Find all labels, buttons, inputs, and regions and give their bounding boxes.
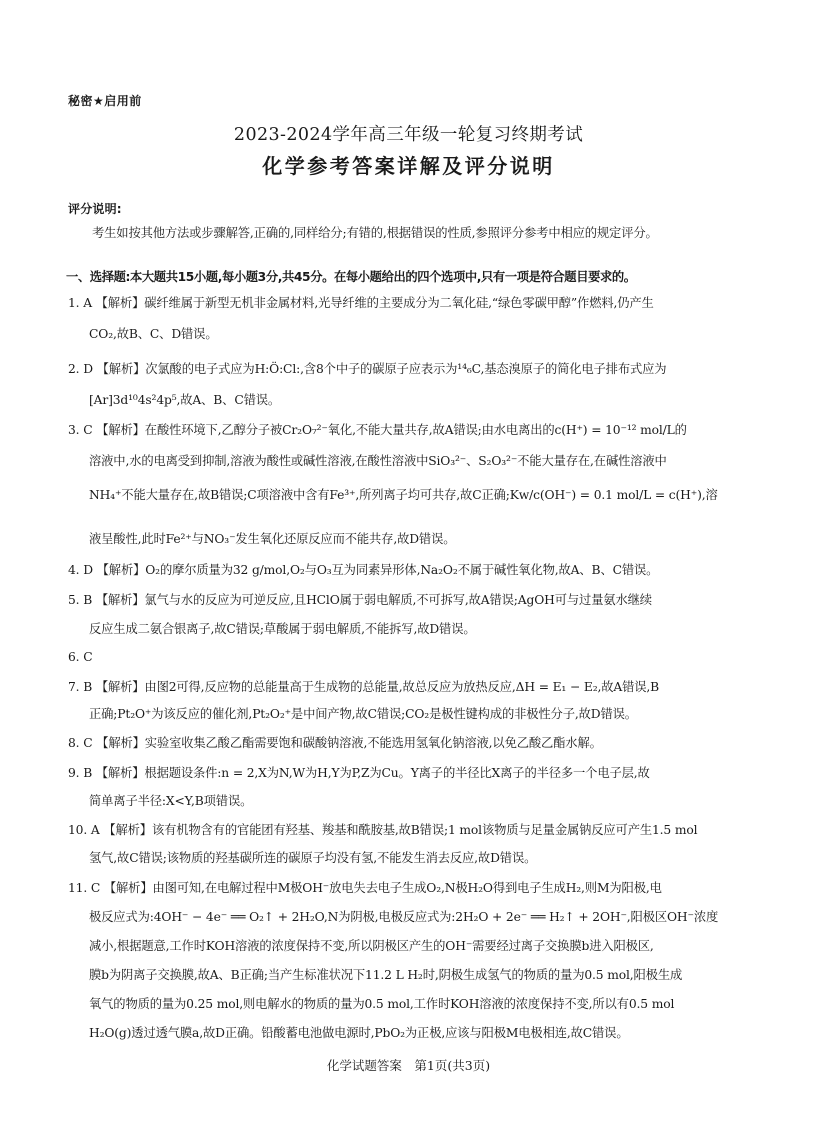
answer-line: 6. C — [68, 650, 93, 664]
answer-line: H₂O(g)透过透气膜a,故D正确。铅酸蓄电池做电源时,PbO₂为正极,应该与阳极M电极相连,故C错误。 — [89, 1026, 629, 1040]
answer-line: 氢气,故C错误;该物质的羟基碳所连的碳原子均没有氢,不能发生消去反应,故D错误。 — [89, 851, 537, 865]
answer-line: 1. A 【解析】碳纤维属于新型无机非金属材料,光导纤维的主要成分为二氧化硅,“绿色零碳甲醇”作燃料,仍产生 — [68, 296, 654, 310]
confidential-label: 秘密★启用前 — [68, 94, 142, 108]
document-subtitle: 化学参考答案详解及评分说明 — [262, 154, 555, 178]
answer-line: 简单离子半径:X<Y,B项错误。 — [89, 794, 253, 808]
answer-line: 4. D 【解析】O₂的摩尔质量为32 g/mol,O₂与O₃互为同素异形体,Na₂O₂不属于碱性氧化物,故A、B、C错误。 — [68, 563, 659, 577]
page-footer: 化学试题答案 第1页(共3页) — [326, 1058, 491, 1073]
answer-line: 2. D 【解析】次氯酸的电子式应为H:Ö:Cl:,含8个中子的碳原子应表示为¹⁴₆C,基态溴原子的简化电子排布式应为 — [68, 362, 667, 376]
answer-line: 10. A 【解析】该有机物含有的官能团有羟基、羧基和酰胺基,故B错误;1 mol该物质与足量金属钠反应可产生1.5 mol — [68, 823, 698, 837]
answer-line: 膜b为阴离子交换膜,故A、B正确;当产生标准状况下11.2 L H₂时,阴极生成氢气的物质的量为0.5 mol,阳极生成 — [89, 968, 683, 982]
scoring-note-text: 考生如按其他方法或步骤解答,正确的,同样给分;有错的,根据错误的性质,参照评分参考中相应的规定评分。 — [92, 226, 658, 240]
answer-line: 反应生成二氨合银离子,故C错误;草酸属于弱电解质,不能拆写,故D错误。 — [89, 622, 476, 636]
answer-line: 3. C 【解析】在酸性环境下,乙醇分子被Cr₂O₇²⁻氧化,不能大量共存,故A错误;由水电离出的c(H⁺) = 10⁻¹² mol/L的 — [68, 423, 687, 437]
answer-line: NH₄⁺不能大量存在,故B错误;C项溶液中含有Fe³⁺,所列离子均可共存,故C正确;Kw/c(OH⁻) = 0.1 mol/L = c(H⁺),溶 — [89, 488, 718, 502]
answer-line: 液呈酸性,此时Fe²⁺与NO₃⁻发生氧化还原反应而不能共存,故D错误。 — [89, 532, 456, 546]
answer-line: 11. C 【解析】由图可知,在电解过程中M极OH⁻放电失去电子生成O₂,N极H₂O得到电子生成H₂,则M为阳极,电 — [68, 881, 662, 895]
answer-line: 溶液中,水的电离受到抑制,溶液为酸性或碱性溶液,在酸性溶液中SiO₃²⁻、S₂O₃²⁻不能大量存在,在碱性溶液中 — [89, 454, 667, 468]
answer-line: 极反应式为:4OH⁻ − 4e⁻ ══ O₂↑ + 2H₂O,N为阴极,电极反应式为:2H₂O + 2e⁻ ══ H₂↑ + 2OH⁻,阳极区OH⁻浓度 — [89, 910, 719, 924]
answer-line: 正确;Pt₂O⁺为该反应的催化剂,Pt₂O₂⁺是中间产物,故C错误;CO₂是极性键构成的非极性分子,故D错误。 — [89, 707, 637, 721]
answer-line: 7. B 【解析】由图2可得,反应物的总能量高于生成物的总能量,故总反应为放热反应,ΔH = E₁ − E₂,故A错误,B — [68, 680, 660, 694]
answer-line: 9. B 【解析】根据题设条件:n = 2,X为N,W为H,Y为P,Z为Cu。Y离子的半径比X离子的半径多一个电子层,故 — [68, 766, 650, 780]
answer-line: 8. C 【解析】实验室收集乙酸乙酯需要饱和碳酸钠溶液,不能选用氢氧化钠溶液,以免乙酸乙酯水解。 — [68, 736, 602, 750]
answer-line: 5. B 【解析】氯气与水的反应为可逆反应,且HClO属于弱电解质,不可拆写,故A错误;AgOH可与过量氨水继续 — [68, 593, 652, 607]
answer-line: 减小,根据题意,工作时KOH溶液的浓度保持不变,所以阴极区产生的OH⁻需要经过离子交换膜b进入阳极区, — [89, 939, 654, 953]
answer-line: CO₂,故B、C、D错误。 — [89, 327, 218, 341]
section-title: 一、选择题:本大题共15小题,每小题3分,共45分。在每小题给出的四个选项中,只有一项是符合题目要求的。 — [66, 270, 636, 284]
answer-line: 氧气的物质的量为0.25 mol,则电解水的物质的量为0.5 mol,工作时KOH溶液的浓度保持不变,所以有0.5 mol — [89, 997, 675, 1011]
answer-line: [Ar]3d¹⁰4s²4p⁵,故A、B、C错误。 — [89, 393, 281, 407]
scoring-note-label: 评分说明: — [68, 202, 122, 216]
exam-title: 2023-2024学年高三年级一轮复习终期考试 — [233, 125, 584, 145]
